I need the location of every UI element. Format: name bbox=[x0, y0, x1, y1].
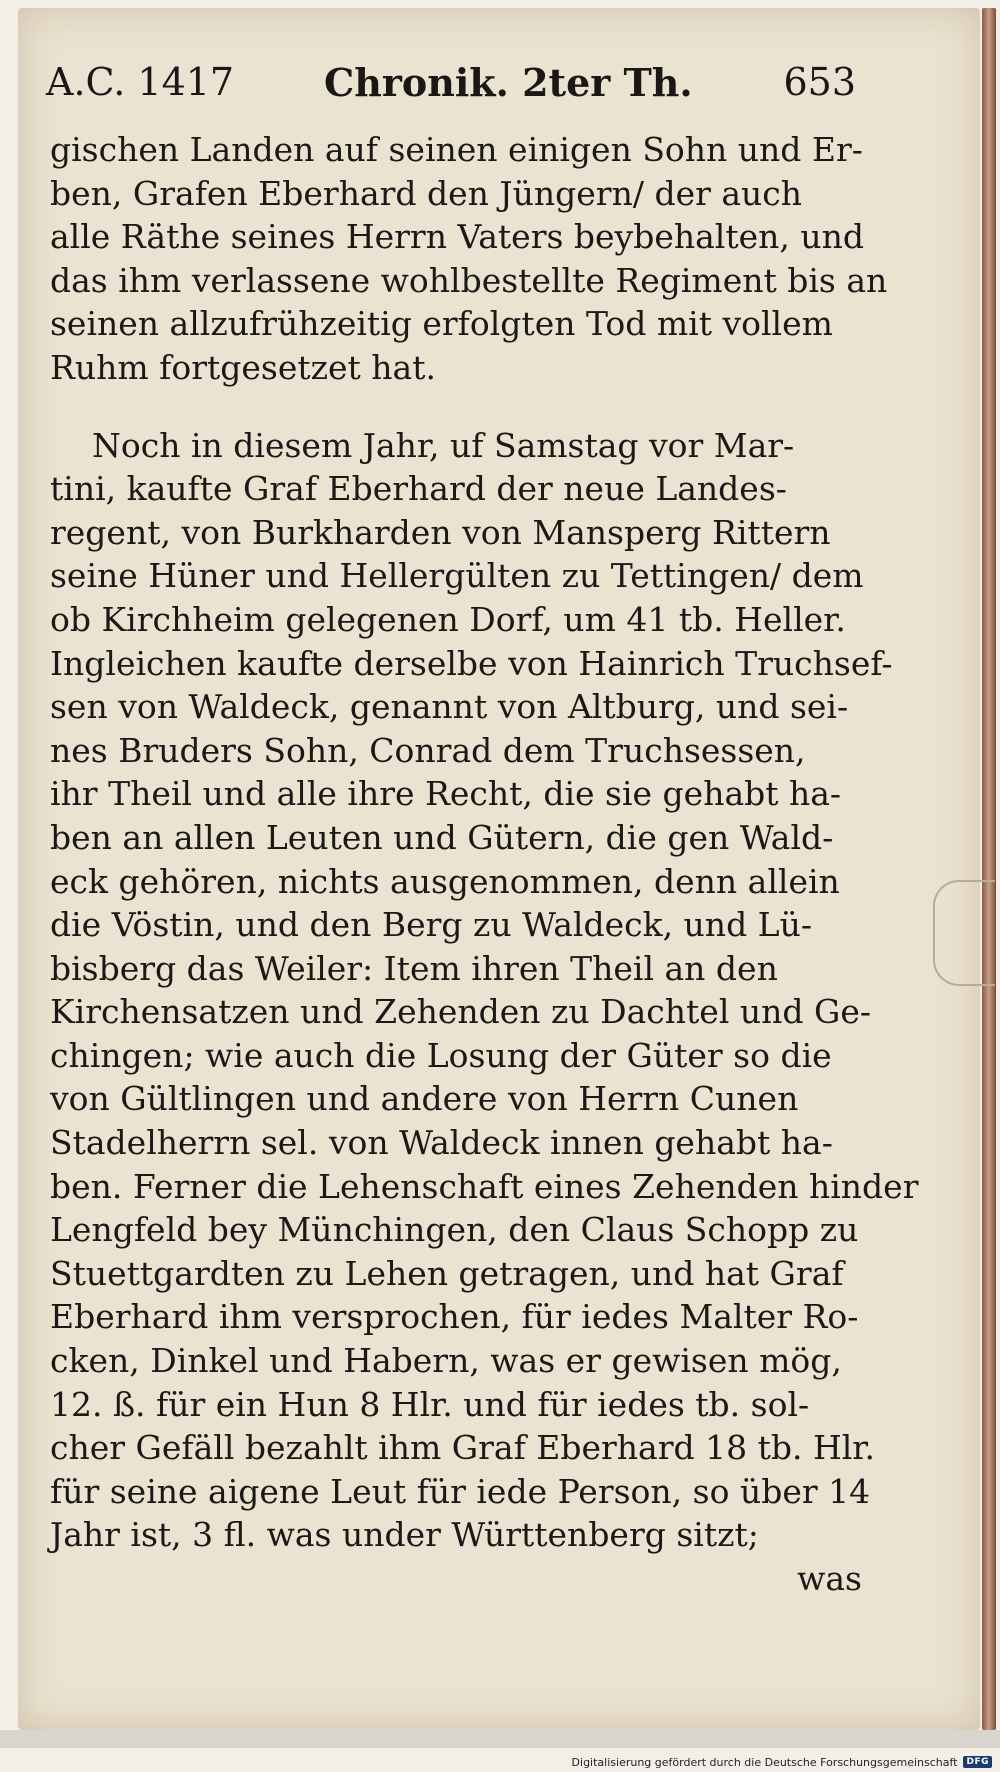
text-line: ihr Theil und alle ihre Recht, die sie gehabt ha- bbox=[50, 774, 842, 814]
catchword: was bbox=[797, 1559, 862, 1598]
text-line: Ruhm fortgesetzet hat. bbox=[50, 347, 436, 387]
text-line: cken, Dinkel und Habern, was er gewisen mög, bbox=[50, 1341, 842, 1381]
footer-credit-text: Digitalisierung gefördert durch die Deutsche Forschungsgemeinschaft bbox=[571, 1755, 958, 1769]
text-line: alle Räthe seines Herrn Vaters beybehalten, und bbox=[50, 217, 864, 257]
text-line: regent, von Burkharden von Mansperg Rittern bbox=[50, 512, 831, 552]
text-line: für seine aigene Leut für iede Person, so über 14 bbox=[50, 1471, 871, 1511]
body-text bbox=[50, 128, 919, 1601]
header-year: A.C. 1417 bbox=[46, 60, 235, 104]
running-header bbox=[46, 60, 856, 116]
text-line: das ihm verlassene wohlbestellte Regiment bis an bbox=[50, 260, 888, 300]
text-line: gischen Landen auf seinen einigen Sohn und Er- bbox=[50, 130, 863, 169]
text-line: ben. Ferner die Lehenschaft eines Zehenden hinder bbox=[50, 1166, 919, 1206]
text-line: 12. ß. für ein Hun 8 Hlr. und für iedes tb. sol- bbox=[50, 1384, 810, 1424]
text-line: Kirchensatzen und Zehenden zu Dachtel und Ge- bbox=[50, 992, 872, 1032]
text-line: nes Bruders Sohn, Conrad dem Truchsessen, bbox=[50, 730, 806, 770]
text-line: Ingleichen kaufte derselbe von Hainrich Truchsef- bbox=[50, 643, 893, 683]
text-line: sen von Waldeck, genannt von Altburg, und sei- bbox=[50, 687, 849, 727]
text-line: ob Kirchheim gelegenen Dorf, um 41 tb. Heller. bbox=[50, 599, 846, 639]
page-number: 653 bbox=[783, 60, 856, 104]
text-line: die Vöstin, und den Berg zu Waldeck, und Lü- bbox=[50, 905, 812, 945]
text-line: Stuettgardten zu Lehen getragen, und hat Graf bbox=[50, 1253, 844, 1293]
dfg-logo: DFG bbox=[963, 1756, 992, 1768]
text-line: seine Hüner und Hellergülten zu Tettingen/ dem bbox=[50, 556, 864, 596]
text-line: Noch in diesem Jahr, uf Samstag vor Mar- bbox=[92, 425, 795, 465]
text-line: ben, Grafen Eberhard den Jüngern/ der auch bbox=[50, 173, 803, 213]
header-title: Chronik. 2ter Th. bbox=[324, 60, 693, 105]
page-tab-outline bbox=[933, 880, 995, 986]
scan-bottom-band bbox=[0, 1730, 1000, 1748]
footer-credit bbox=[572, 1754, 992, 1770]
paragraph-gap bbox=[50, 390, 862, 424]
text-line: Eberhard ihm versprochen, für iedes Malter Ro- bbox=[50, 1297, 859, 1337]
book-edge bbox=[982, 8, 996, 1730]
text-line: seinen allzufrühzeitig erfolgten Tod mit vollem bbox=[50, 304, 833, 344]
text-line: Lengfeld bey Münchingen, den Claus Schopp zu bbox=[50, 1210, 859, 1250]
text-line: chingen; wie auch die Losung der Güter so die bbox=[50, 1035, 832, 1075]
text-line: Jahr ist, 3 fl. was under Württenberg sitzt; bbox=[50, 1515, 759, 1555]
text-line: ben an allen Leuten und Gütern, die gen Wald- bbox=[50, 817, 834, 857]
text-line: eck gehören, nichts ausgenommen, denn allein bbox=[50, 861, 840, 901]
text-line: Stadelherrn sel. von Waldeck innen gehabt ha- bbox=[50, 1123, 833, 1163]
text-line: cher Gefäll bezahlt ihm Graf Eberhard 18 tb. Hlr. bbox=[50, 1428, 875, 1468]
text-line: von Gültlingen und andere von Herrn Cunen bbox=[50, 1079, 799, 1119]
text-line: tini, kaufte Graf Eberhard der neue Landes- bbox=[50, 469, 787, 509]
text-line: bisberg das Weiler: Item ihren Theil an den bbox=[50, 948, 778, 988]
